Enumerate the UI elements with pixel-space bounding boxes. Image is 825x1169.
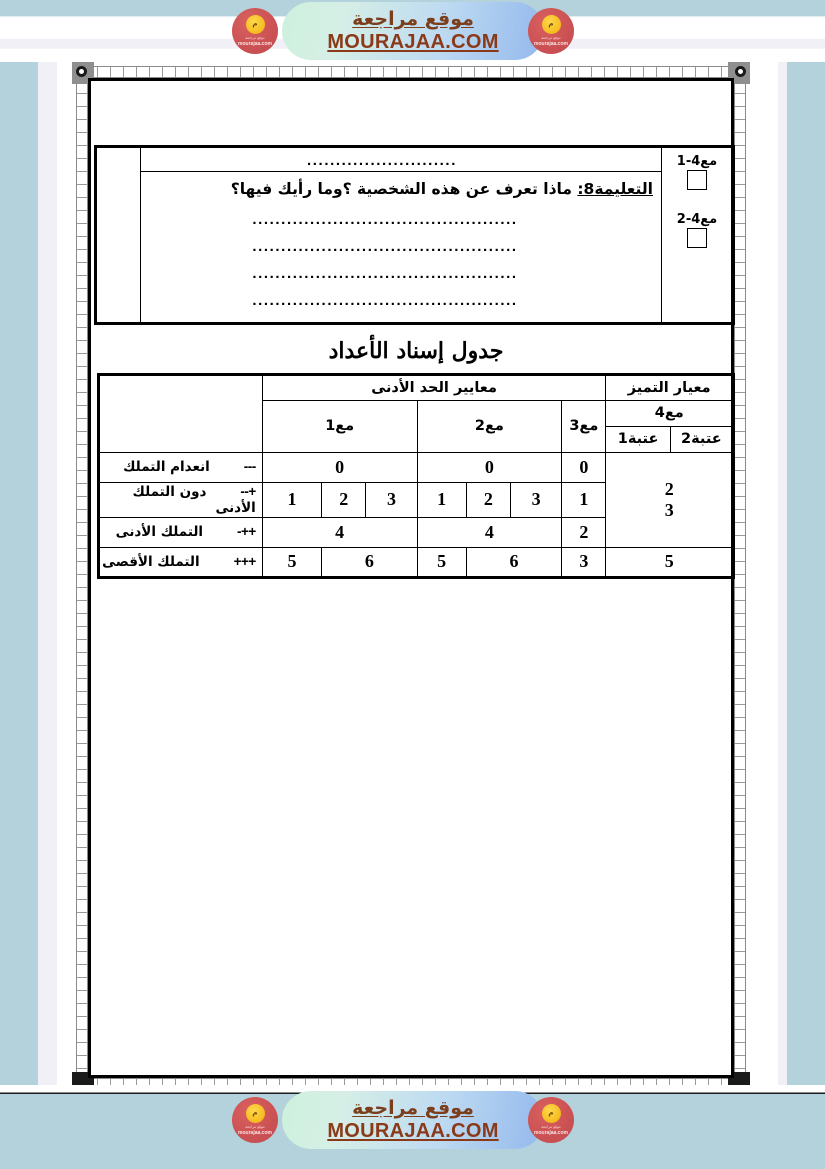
marker-column [662,147,734,324]
footer-banner [0,1085,825,1169]
row-text-no-mastery: انعدام التملك [123,459,210,476]
header-threshold-1: عتبة1 [606,426,670,452]
cell-c2a-row4: 6 [466,547,561,577]
header-criterion-1: مع1 [262,400,417,452]
instruction-cell [141,172,662,324]
blank-left-column [96,147,141,324]
row-symbol-below-minimum: --+ [240,483,256,499]
row-label-no-mastery [99,452,263,482]
brand-arabic-title: موقع مراجعة [352,1097,474,1119]
top-dotted-line[interactable]: .......................... [141,147,662,172]
logo-disc-label: م [252,20,258,29]
marker-checkbox-2[interactable] [687,228,707,248]
answer-lines-group [141,204,661,322]
cell-c2b-row2: 2 [466,482,510,517]
page-title: جدول إسناد الأعداد [328,337,504,364]
marker-checkbox-1[interactable] [687,170,707,190]
row-text-minimum-mastery: التملك الأدنى [115,524,204,541]
answer-line-2[interactable]: .............................................. [252,237,518,255]
brand-arabic-title: موقع مراجعة [352,8,474,30]
header-criterion-2: مع2 [417,400,562,452]
header-minimum-group: معايير الحد الأدنى [262,374,606,400]
header-criterion-3: مع3 [562,400,606,452]
header-banner [0,0,825,62]
table-row-group-headers [99,374,734,400]
row-symbol-maximum-mastery: +++ [233,553,256,569]
row-symbol-minimum-mastery: -++ [237,524,256,540]
row-label-maximum-mastery [99,547,263,577]
logo-arabic-caption: موقع مراجعة [541,36,561,41]
marker-item-1[interactable] [668,154,726,190]
row-symbol-no-mastery: --- [243,459,256,475]
frame-rail-left [76,74,88,1082]
cell-c1b-row4: 5 [262,547,321,577]
brand-logo-icon-left [232,1097,278,1143]
cell-c1a-row4: 6 [322,547,417,577]
cell-c1-row1: 0 [262,452,417,482]
cell-c3-row3: 2 [562,517,606,547]
excellence-merged-values [606,452,734,547]
logo-arabic-caption: موقع مراجعة [541,1125,561,1130]
header-threshold-2: عتبة2 [670,426,733,452]
cell-c1c-row2: 1 [262,482,321,517]
brand-logo-icon-left [232,8,278,54]
table-row-maximum-mastery [99,547,734,577]
brand-logo-icon-right [528,8,574,54]
table-row-no-mastery [99,452,734,482]
marker-label-1: مع4-1 [676,154,718,169]
marker-item-2[interactable] [668,212,726,248]
logo-arabic-caption: موقع مراجعة [245,1125,265,1130]
frame-rail-top [84,66,738,78]
header-criterion-4: مع4 [606,400,734,426]
answer-line-1[interactable]: .............................................. [252,210,518,228]
logo-domain-caption: mourajaa.com [238,1129,272,1136]
cell-c3-row2: 1 [562,482,606,517]
logo-disc-label: م [548,1109,554,1118]
cell-c1a-row2: 3 [366,482,417,517]
cell-c3-row1: 0 [562,452,606,482]
instruction-label: التعليمة8: [577,180,653,198]
logo-disc-label: م [252,1109,258,1118]
table-row-top-dots [96,147,734,172]
logo-arabic-caption: موقع مراجعة [245,36,265,41]
brand-domain-title: MOURAJAA.COM [327,1120,499,1142]
cell-c2a-row2: 3 [510,482,561,517]
corner-dot-icon [76,66,87,77]
instruction-table [94,145,735,325]
row-label-below-minimum [99,482,263,517]
excellence-value-a: 2 [664,478,674,499]
logo-domain-caption: mourajaa.com [534,40,568,47]
footer-brand-text [282,1091,544,1149]
document-content [97,145,735,579]
cell-c1-row3: 4 [262,517,417,547]
row-label-minimum-mastery [99,517,263,547]
cell-excellence-row4: 5 [606,547,734,577]
logo-disc-icon [246,1104,265,1123]
cell-c2c-row2: 1 [417,482,466,517]
cell-c2-row1: 0 [417,452,562,482]
logo-disc-icon [542,1104,561,1123]
brand-logo-icon-right [528,1097,574,1143]
instruction-paragraph [141,172,661,204]
cell-c2-row3: 4 [417,517,562,547]
header-excellence-group: معيار التميز [606,374,734,400]
logo-disc-label: م [548,20,554,29]
cell-c3-row4: 3 [562,547,606,577]
excellence-value-b: 3 [664,499,674,520]
frame-rail-right [734,74,746,1082]
logo-domain-caption: mourajaa.com [534,1129,568,1136]
score-assignment-table [97,373,735,579]
table-row-instruction [96,172,734,324]
answer-line-3[interactable]: .............................................. [252,264,518,282]
corner-dot-icon [735,66,746,77]
instruction-body: ماذا تعرف عن هذه الشخصية ؟وما رأيك فيها؟ [230,180,578,198]
row-text-maximum-mastery: التملك الأقصى [102,553,200,570]
cell-c2b-row4: 5 [417,547,466,577]
marker-label-2: مع4-2 [676,212,718,227]
logo-disc-icon [246,15,265,34]
brand-domain-title: MOURAJAA.COM [327,31,499,53]
logo-domain-caption: mourajaa.com [238,40,272,47]
logo-disc-icon [542,15,561,34]
header-brand-text [282,2,544,60]
answer-line-4[interactable]: .............................................. [252,291,518,309]
cell-c1b-row2: 2 [322,482,366,517]
row-text-below-minimum: دون التملك الأدنى [132,483,256,516]
header-corner-blank [99,374,263,452]
